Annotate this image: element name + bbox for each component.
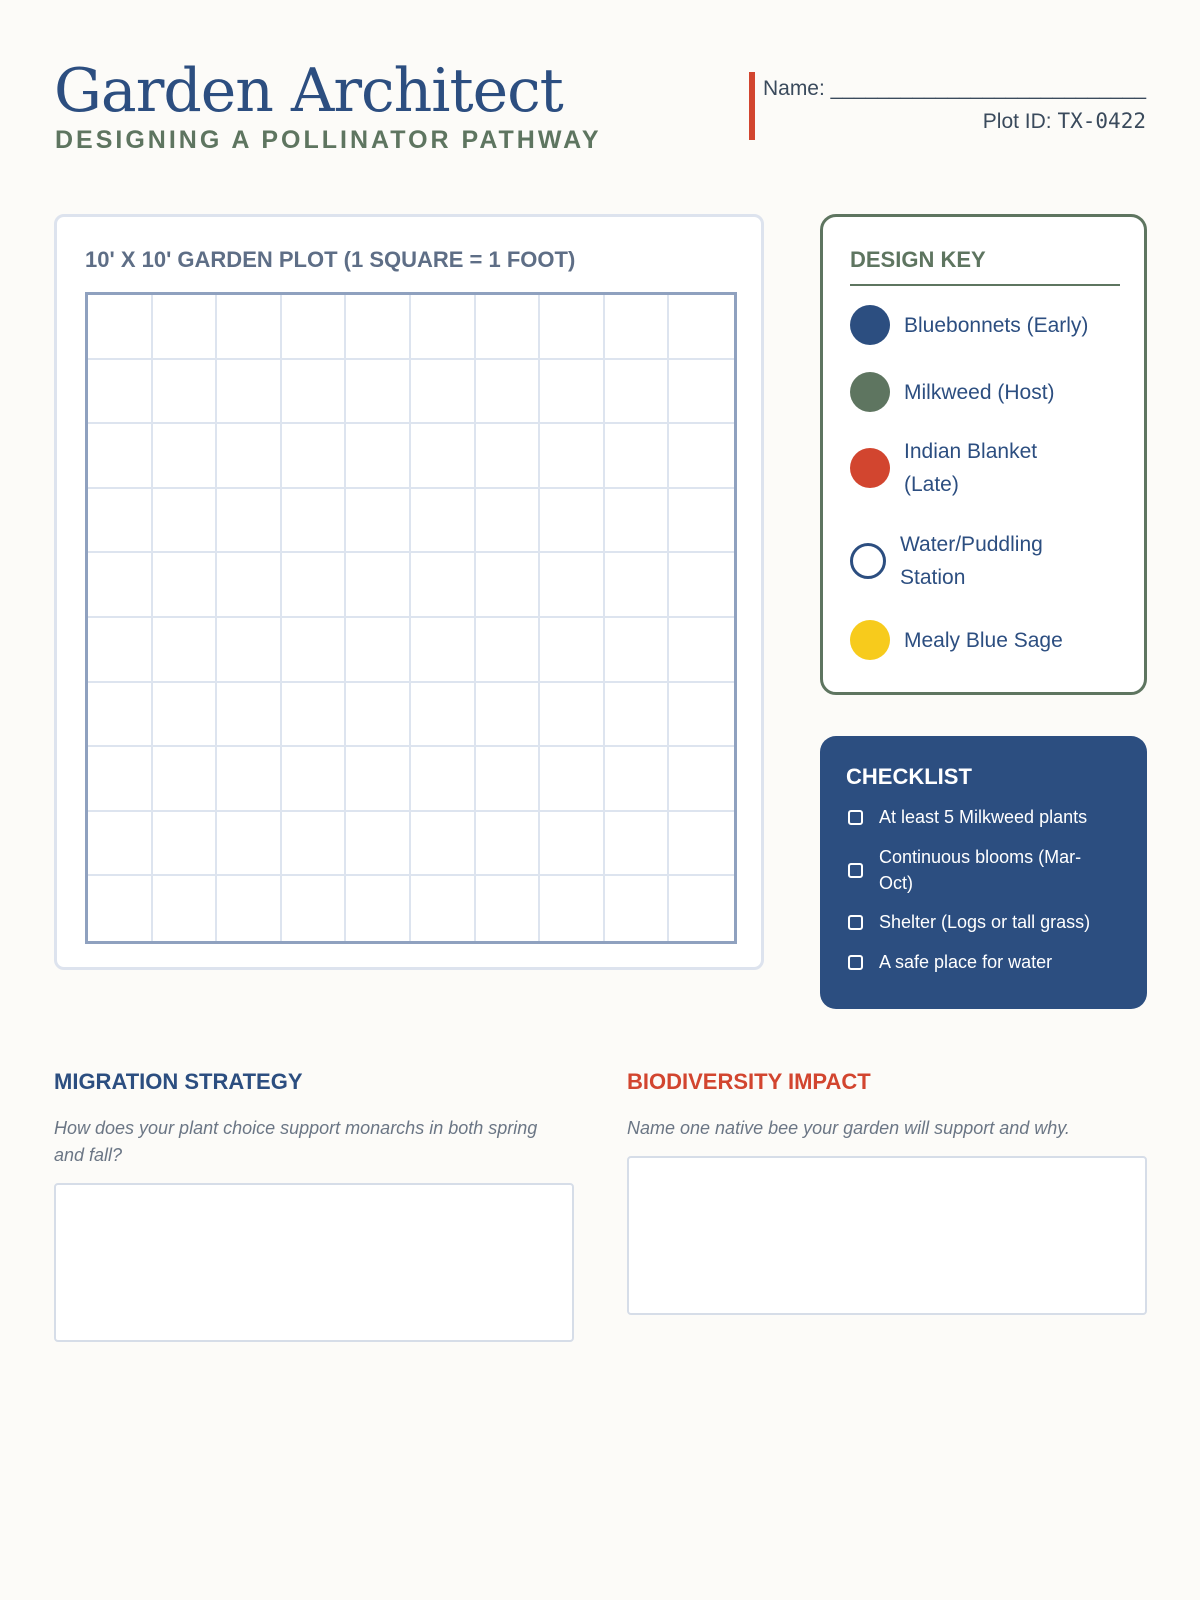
plot-cell[interactable]: [476, 876, 541, 941]
checklist-item[interactable]: [848, 949, 1128, 975]
checklist-item-label: Continuous blooms (Mar-Oct): [879, 847, 1082, 893]
plot-cell[interactable]: [153, 876, 218, 941]
plot-cell[interactable]: [476, 683, 541, 748]
key-item-water-station: [850, 528, 1120, 594]
plot-cell[interactable]: [605, 876, 670, 941]
plot-cell[interactable]: [411, 683, 476, 748]
plot-cell[interactable]: [411, 618, 476, 683]
plot-cell[interactable]: [282, 424, 347, 489]
plot-cell[interactable]: [540, 618, 605, 683]
plot-cell[interactable]: [217, 489, 282, 554]
biodiversity-impact-answer-box[interactable]: [627, 1156, 1147, 1315]
header-accent-bar: [749, 72, 755, 140]
plot-cell[interactable]: [605, 812, 670, 877]
plot-cell[interactable]: [540, 683, 605, 748]
plot-cell[interactable]: [346, 812, 411, 877]
plot-cell[interactable]: [346, 876, 411, 941]
plot-cell[interactable]: [540, 489, 605, 554]
mealy-blue-sage-swatch-icon: [850, 620, 890, 660]
name-field[interactable]: Name: ___________________________: [762, 77, 1146, 100]
checkbox-icon[interactable]: [848, 863, 863, 878]
checklist-item[interactable]: [848, 804, 1128, 830]
plot-cell[interactable]: [346, 747, 411, 812]
plot-cell[interactable]: [411, 489, 476, 554]
plot-cell[interactable]: [476, 424, 541, 489]
migration-strategy-answer-box[interactable]: [54, 1183, 574, 1342]
biodiversity-impact-prompt: Name one native bee your garden will support and why.: [627, 1118, 1070, 1138]
plot-cell[interactable]: [476, 295, 541, 360]
plot-cell[interactable]: [411, 360, 476, 425]
plot-cell[interactable]: [282, 360, 347, 425]
key-item-mealy-blue-sage: [850, 620, 1120, 660]
garden-plot-label: 10' X 10' GARDEN PLOT (1 SQUARE = 1 FOOT): [85, 247, 576, 272]
plot-cell[interactable]: [540, 553, 605, 618]
plot-cell[interactable]: [411, 295, 476, 360]
plot-cell[interactable]: [346, 489, 411, 554]
plot-cell[interactable]: [346, 618, 411, 683]
plot-cell[interactable]: [669, 424, 734, 489]
plot-cell[interactable]: [153, 747, 218, 812]
plot-cell[interactable]: [88, 876, 153, 941]
plot-cell[interactable]: [605, 618, 670, 683]
key-item-bluebonnets: [850, 305, 1120, 345]
plot-cell[interactable]: [346, 295, 411, 360]
plot-cell[interactable]: [217, 876, 282, 941]
plot-cell[interactable]: [217, 360, 282, 425]
plot-cell[interactable]: [605, 683, 670, 748]
plot-cell[interactable]: [88, 295, 153, 360]
plot-cell[interactable]: [153, 360, 218, 425]
plot-cell[interactable]: [217, 683, 282, 748]
plot-cell[interactable]: [346, 553, 411, 618]
plot-cell[interactable]: [476, 747, 541, 812]
plot-id: [983, 109, 1146, 134]
plot-cell[interactable]: [153, 424, 218, 489]
plot-cell[interactable]: [282, 876, 347, 941]
plot-cell[interactable]: [476, 618, 541, 683]
checklist-item-label: At least 5 Milkweed plants: [879, 807, 1088, 827]
plot-cell[interactable]: [153, 618, 218, 683]
plot-cell[interactable]: [669, 812, 734, 877]
plot-cell[interactable]: [540, 812, 605, 877]
plot-cell[interactable]: [153, 553, 218, 618]
plot-cell[interactable]: [669, 747, 734, 812]
plot-cell[interactable]: [346, 424, 411, 489]
plot-cell[interactable]: [605, 360, 670, 425]
plot-cell[interactable]: [669, 360, 734, 425]
milkweed-swatch-icon: [850, 372, 890, 412]
checklist-item[interactable]: [848, 844, 1128, 896]
plot-cell[interactable]: [669, 489, 734, 554]
plot-cell[interactable]: [88, 424, 153, 489]
page-subtitle: DESIGNING A POLLINATOR PATHWAY: [55, 126, 602, 154]
biodiversity-impact-title: BIODIVERSITY IMPACT: [627, 1069, 871, 1094]
plot-cell[interactable]: [217, 553, 282, 618]
plot-cell[interactable]: [282, 747, 347, 812]
plot-cell[interactable]: [88, 618, 153, 683]
key-item-milkweed: [850, 372, 1120, 412]
plot-cell[interactable]: [217, 424, 282, 489]
migration-strategy-prompt: How does your plant choice support monarchs in both spring and fall?: [54, 1118, 538, 1165]
plot-cell[interactable]: [88, 553, 153, 618]
plot-cell[interactable]: [282, 553, 347, 618]
plot-cell[interactable]: [411, 812, 476, 877]
indian-blanket-swatch-icon: [850, 448, 890, 488]
plot-cell[interactable]: [217, 295, 282, 360]
plot-cell[interactable]: [88, 360, 153, 425]
plot-cell[interactable]: [669, 295, 734, 360]
key-item-label: Indian Blanket (Late): [904, 440, 1038, 496]
plot-cell[interactable]: [605, 424, 670, 489]
plot-cell[interactable]: [540, 424, 605, 489]
plot-cell[interactable]: [88, 812, 153, 877]
plot-cell[interactable]: [540, 295, 605, 360]
plot-cell[interactable]: [540, 747, 605, 812]
plot-cell[interactable]: [88, 747, 153, 812]
plot-cell[interactable]: [411, 553, 476, 618]
checkbox-icon[interactable]: [848, 810, 863, 825]
design-key-card: [820, 214, 1147, 695]
key-item-label: Water/Puddling Station: [900, 533, 1043, 589]
checklist-item[interactable]: [848, 909, 1128, 935]
checkbox-icon[interactable]: [848, 955, 863, 970]
plot-cell[interactable]: [476, 489, 541, 554]
plot-cell[interactable]: [346, 360, 411, 425]
plot-cell[interactable]: [282, 295, 347, 360]
plot-cell[interactable]: [669, 553, 734, 618]
plot-cell[interactable]: [153, 812, 218, 877]
plot-cell[interactable]: [153, 489, 218, 554]
plot-cell[interactable]: [669, 683, 734, 748]
garden-plot-card: [54, 214, 764, 970]
plot-cell[interactable]: [153, 295, 218, 360]
plot-cell[interactable]: [540, 360, 605, 425]
plot-cell[interactable]: [411, 747, 476, 812]
plot-cell[interactable]: [476, 553, 541, 618]
plot-cell[interactable]: [540, 876, 605, 941]
plot-cell[interactable]: [88, 489, 153, 554]
plot-cell[interactable]: [476, 360, 541, 425]
key-item-label: Milkweed (Host): [904, 380, 1055, 404]
plot-id-value: TX-0422: [1057, 109, 1146, 133]
plot-id-label: Plot ID:: [982, 110, 1058, 133]
plot-cell[interactable]: [476, 812, 541, 877]
key-item-indian-blanket: [850, 435, 1120, 501]
plot-cell[interactable]: [346, 683, 411, 748]
plot-cell[interactable]: [605, 295, 670, 360]
garden-plot-grid[interactable]: [85, 292, 737, 944]
plot-cell[interactable]: [605, 489, 670, 554]
water-station-ring-icon: [850, 543, 886, 579]
checkbox-icon[interactable]: [848, 915, 863, 930]
plot-cell[interactable]: [669, 876, 734, 941]
checklist-item-label: Shelter (Logs or tall grass): [879, 912, 1091, 932]
design-key-title: DESIGN KEY: [850, 247, 986, 272]
plot-cell[interactable]: [282, 812, 347, 877]
plot-cell[interactable]: [282, 489, 347, 554]
plot-cell[interactable]: [88, 683, 153, 748]
plot-cell[interactable]: [411, 876, 476, 941]
checklist-item-label: A safe place for water: [879, 952, 1053, 972]
migration-strategy-title: MIGRATION STRATEGY: [54, 1069, 303, 1094]
plot-cell[interactable]: [217, 812, 282, 877]
plot-cell[interactable]: [605, 553, 670, 618]
design-key-divider: [850, 284, 1120, 286]
page-title: Garden Architect: [54, 56, 563, 126]
plot-cell[interactable]: [605, 747, 670, 812]
plot-cell[interactable]: [217, 618, 282, 683]
plot-cell[interactable]: [217, 747, 282, 812]
plot-cell[interactable]: [282, 618, 347, 683]
checklist-title: CHECKLIST: [846, 764, 972, 789]
plot-cell[interactable]: [282, 683, 347, 748]
checklist-card: [820, 736, 1147, 1009]
key-item-label: Bluebonnets (Early): [904, 313, 1089, 337]
key-item-label: Mealy Blue Sage: [904, 628, 1063, 652]
bluebonnets-swatch-icon: [850, 305, 890, 345]
plot-cell[interactable]: [411, 424, 476, 489]
plot-cell[interactable]: [669, 618, 734, 683]
plot-cell[interactable]: [153, 683, 218, 748]
